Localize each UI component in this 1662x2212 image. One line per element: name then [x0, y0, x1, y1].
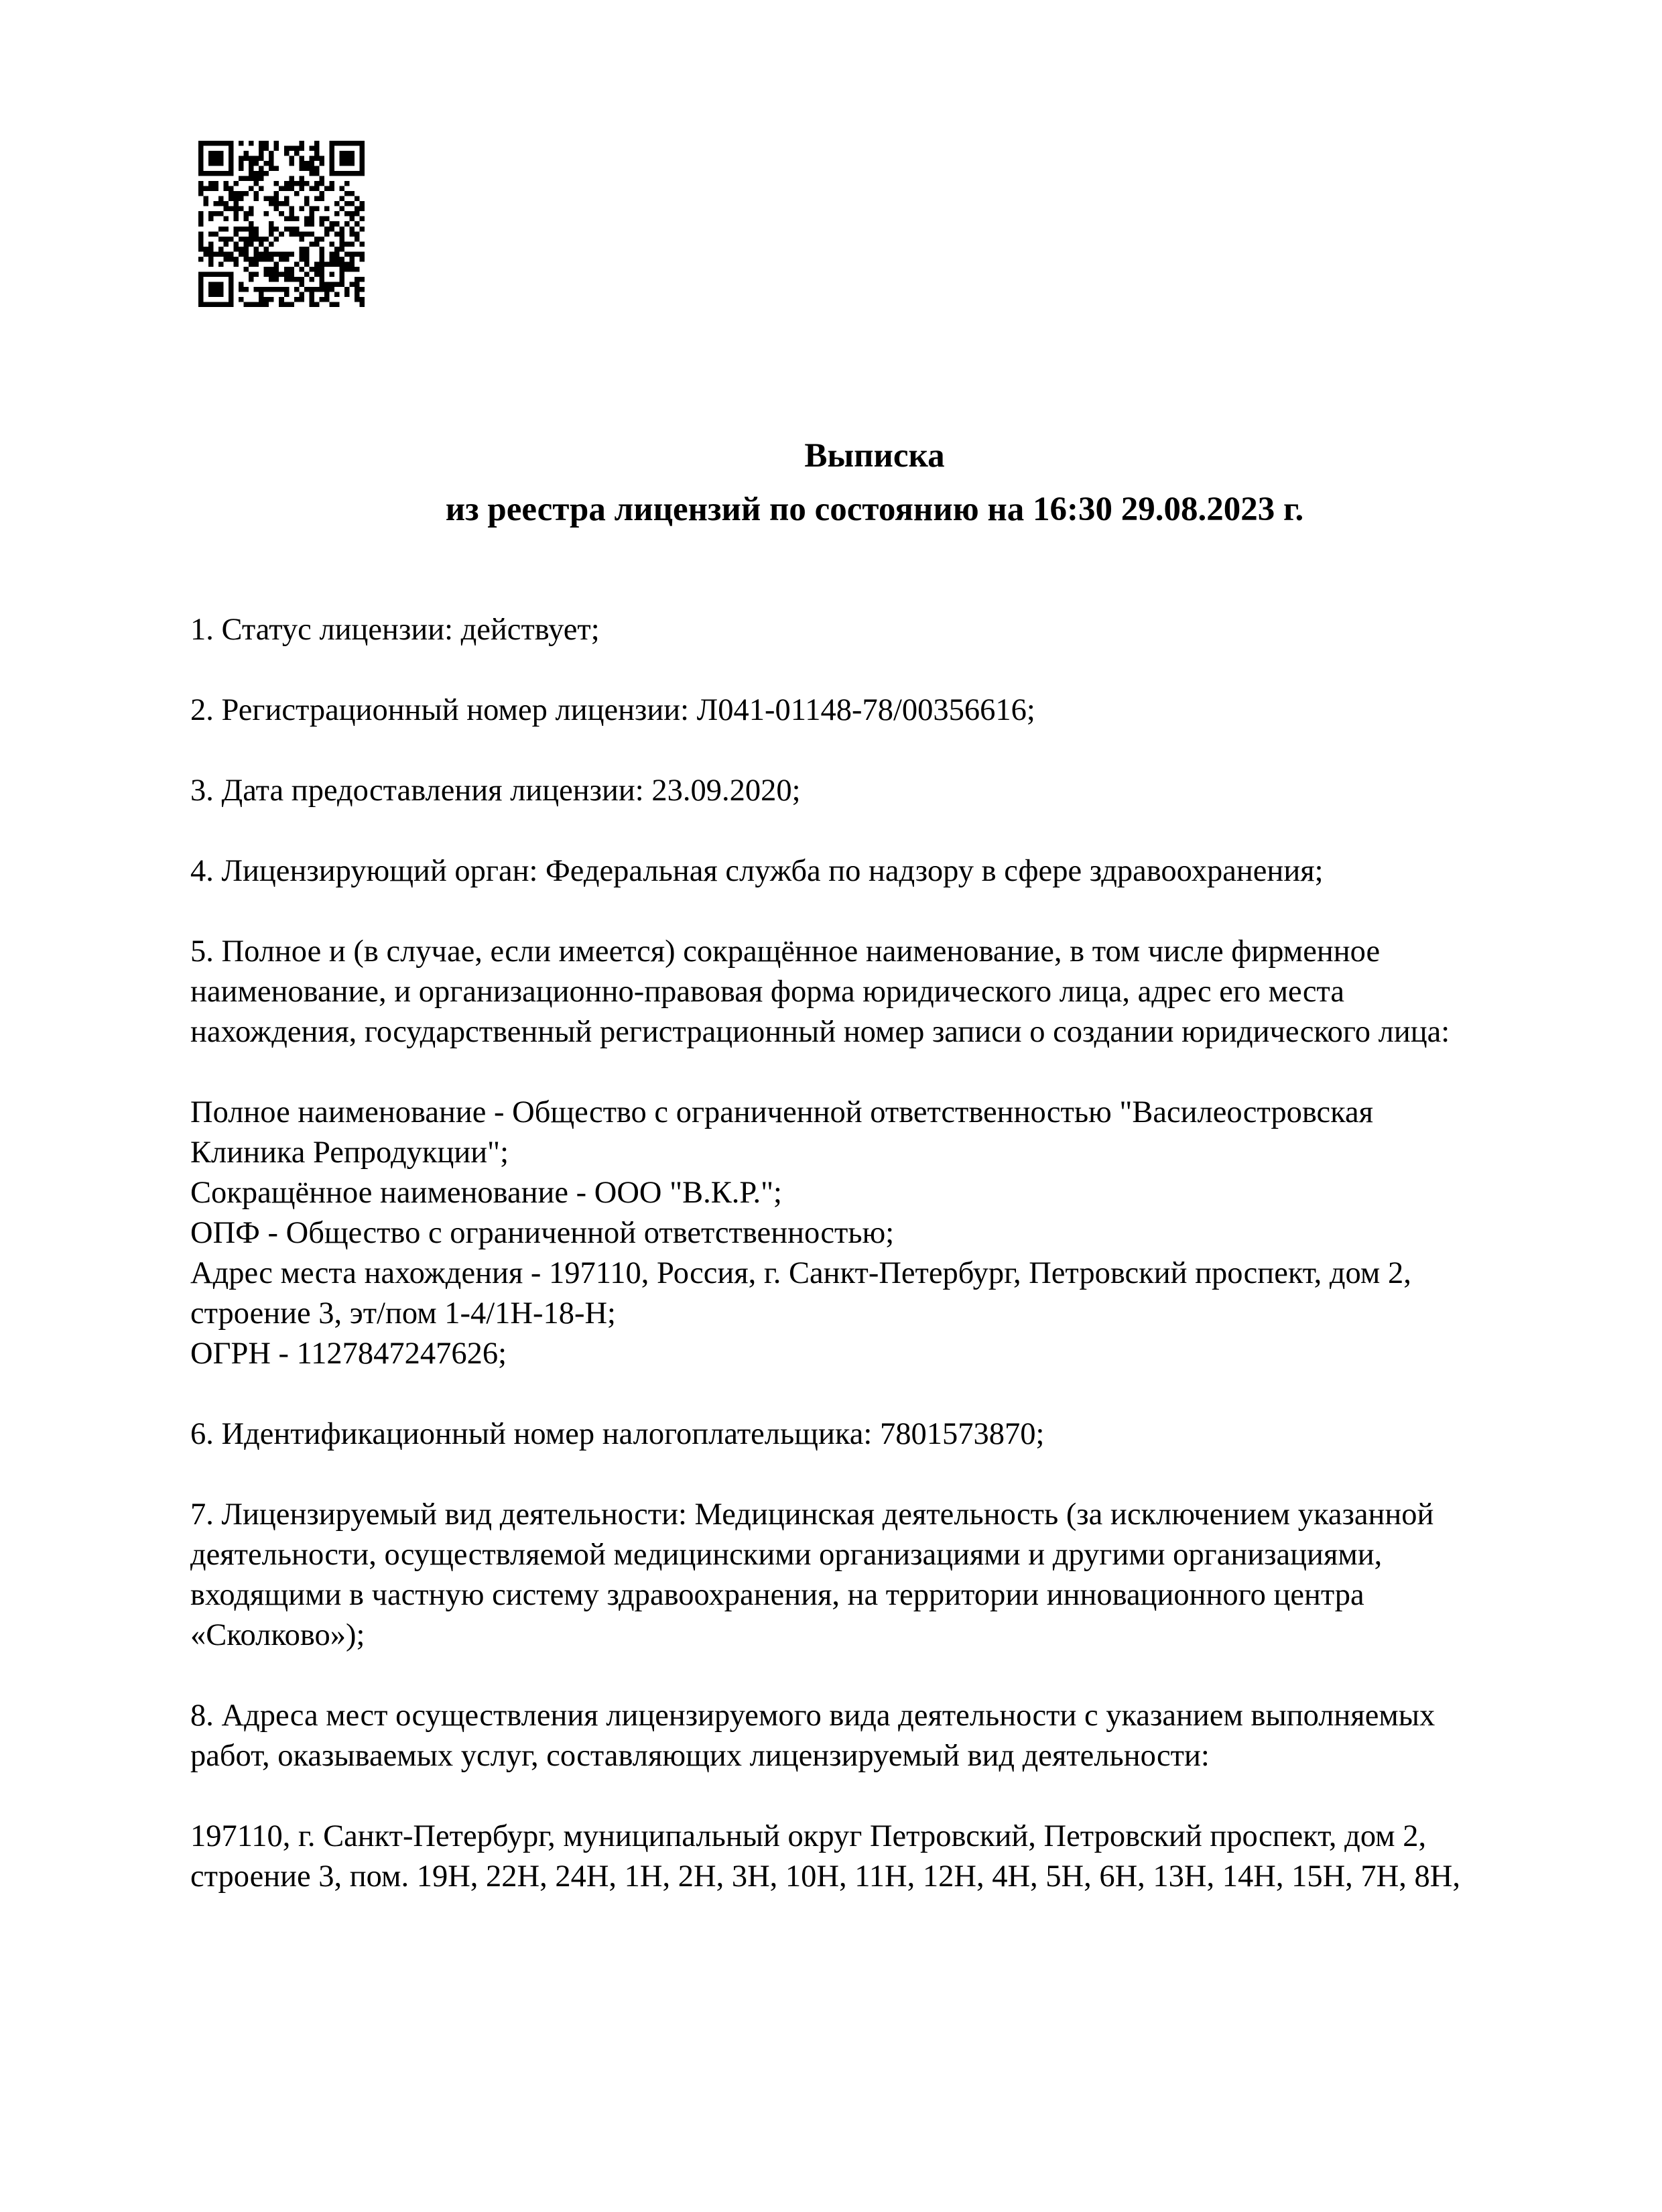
text-line: работ, оказываемых услуг, составляющих лицензируемый вид деятельности: [190, 1739, 1210, 1773]
item-issue-date [190, 771, 1531, 811]
text-line: нахождения, государственный регистрационный номер записи о создании юридического лица: [190, 1015, 1450, 1049]
item-address [190, 1817, 1531, 1897]
text-line: ОГРН - 1127847247626; [190, 1337, 507, 1371]
item-entity-intro [190, 932, 1531, 1052]
item-activity [190, 1495, 1531, 1656]
text-line: Полное наименование - Общество с ограниченной ответственностью "Василеостровская [190, 1095, 1374, 1129]
text-line: наименование, и организационно-правовая форма юридического лица, адрес его места [190, 975, 1345, 1009]
item-inn [190, 1414, 1531, 1455]
title-subtitle: из реестра лицензий по состоянию на 16:30 29.08.2023 г. [445, 491, 1304, 528]
text-line: ОПФ - Общество с ограниченной ответственностью; [190, 1216, 895, 1250]
text-line: 197110, г. Санкт-Петербург, муниципальный округ Петровский, Петровский проспект, дом 2, [190, 1819, 1427, 1853]
item-authority-text: 4. Лицензирующий орган: Федеральная служба по надзору в сфере здравоохранения; [190, 854, 1324, 888]
item-addresses-intro [190, 1696, 1531, 1776]
item-issue-date-text: 3. Дата предоставления лицензии: 23.09.2020; [190, 774, 801, 808]
text-line: входящими в частную систему здравоохранения, на территории инновационного центра [190, 1578, 1364, 1612]
text-line: 8. Адреса мест осуществления лицензируемого вида деятельности с указанием выполняемых [190, 1699, 1435, 1733]
text-line: Сокращённое наименование - ООО "В.К.Р."; [190, 1176, 782, 1210]
item-inn-text: 6. Идентификационный номер налогоплательщика: 7801573870; [190, 1417, 1045, 1451]
document-title [0, 429, 1662, 536]
qr-code [198, 141, 365, 307]
item-authority [190, 851, 1531, 892]
text-line: Адрес места нахождения - 197110, Россия, г. Санкт-Петербург, Петровский проспект, дом 2, [190, 1256, 1411, 1290]
item-reg-number [190, 690, 1531, 731]
title-main: Выписка [804, 437, 945, 475]
item-entity-details [190, 1093, 1531, 1374]
item-status-text: 1. Статус лицензии: действует; [190, 613, 600, 647]
text-line: Клиника Репродукции"; [190, 1135, 509, 1170]
text-line: 5. Полное и (в случае, если имеется) сокращённое наименование, в том числе фирменное [190, 934, 1381, 969]
text-line: строение 3, эт/пом 1-4/1Н-18-Н; [190, 1296, 616, 1331]
text-line: «Сколково»); [190, 1618, 365, 1652]
item-status [190, 610, 1531, 650]
item-reg-number-text: 2. Регистрационный номер лицензии: Л041-01148-78/00356616; [190, 693, 1035, 727]
text-line: деятельности, осуществляемой медицинскими организациями и другими организациями, [190, 1538, 1383, 1572]
qr-code-icon [198, 141, 365, 307]
text-line: 7. Лицензируемый вид деятельности: Медицинская деятельность (за исключением указанной [190, 1497, 1434, 1532]
document-body [190, 610, 1531, 1897]
text-line: строение 3, пом. 19Н, 22Н, 24Н, 1Н, 2Н, 3Н, 10Н, 11Н, 12Н, 4Н, 5Н, 6Н, 13Н, 14Н, 15Н, 7Н, 8Н, [190, 1859, 1460, 1894]
